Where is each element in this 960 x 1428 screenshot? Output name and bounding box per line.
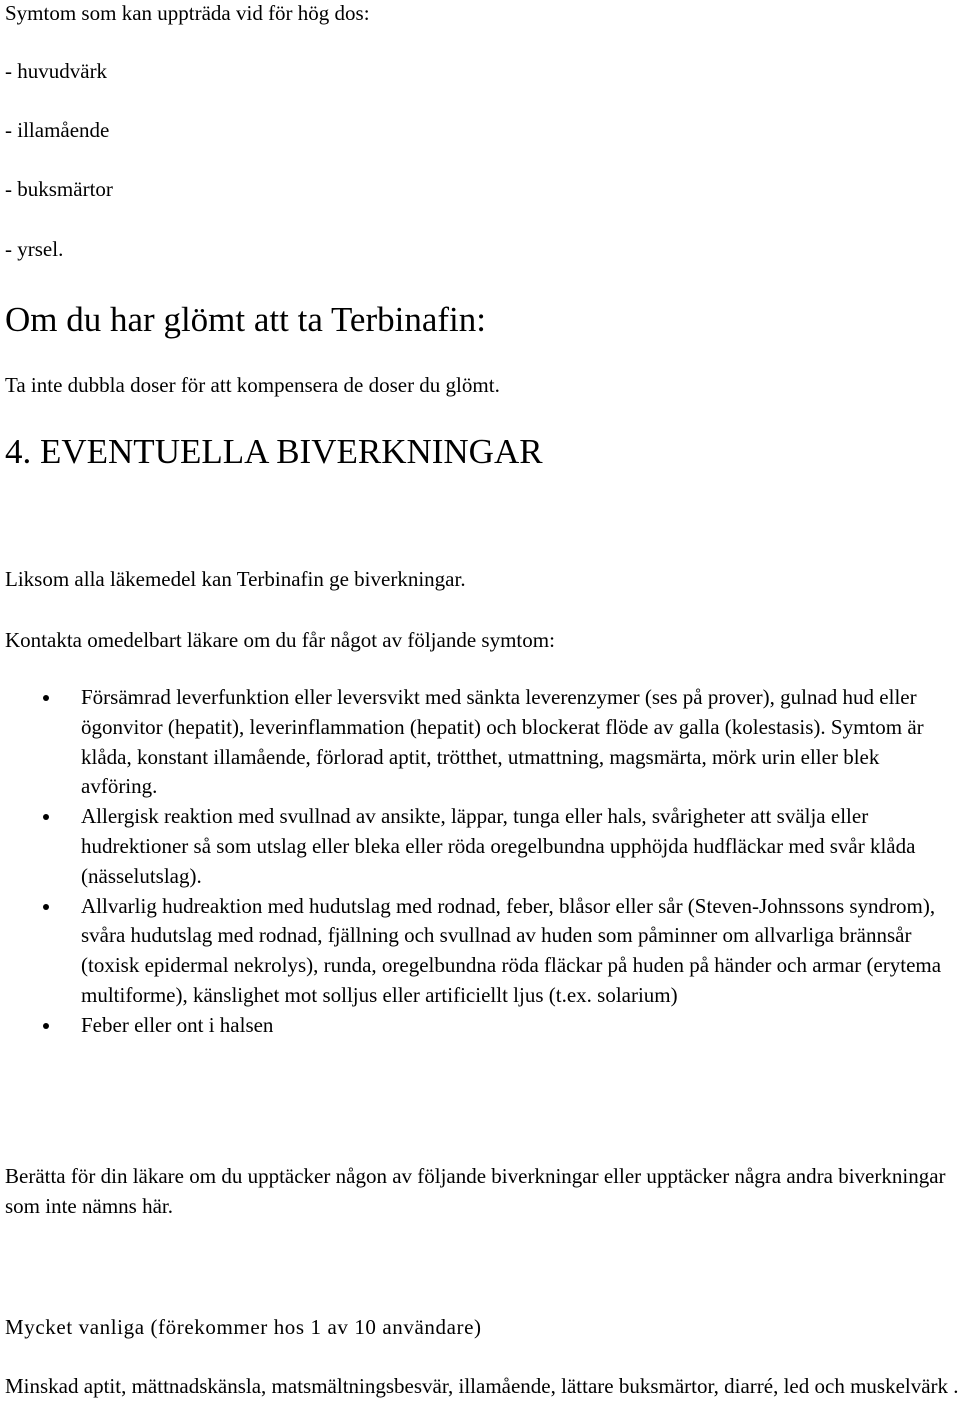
very-common-heading: Mycket vanliga (förekommer hos 1 av 10 användare) [5,1315,482,1339]
list-item [0,892,960,1011]
forgot-dose-text: Ta inte dubbla doser för att kompensera de doser du glömt. [5,373,500,397]
symptoms-intro: Symtom som kan uppträda vid för hög dos: [5,1,370,25]
side-effects-intro: Liksom alla läkemedel kan Terbinafin ge biverkningar. [5,567,466,591]
contact-doctor-text: Kontakta omedelbart läkare om du får något av följande symtom: [5,628,555,652]
list-item-text: Allergisk reaktion med svullnad av ansikte, läppar, tunga eller hals, svårigheter att svälja eller hudrektioner så som utslag eller bleka eller röda oregelbundna upphöjda hudfläckar med svår klåda (nässelutslag). [81,804,916,888]
list-item [0,802,960,891]
list-item [0,1011,960,1041]
symptom-item-dizziness: - yrsel. [5,237,64,261]
list-item [0,683,960,802]
side-effects-section-heading: 4. EVENTUELLA BIVERKNINGAR [5,432,543,471]
serious-symptoms-list [0,683,960,1041]
very-common-text: Minskad aptit, mättnadskänsla, matsmältningsbesvär, illamående, lättare buksmärtor, diarré, led och muskelvärk . [5,1374,959,1398]
bullet-icon [43,814,49,820]
symptom-item-abdominal-pain: - buksmärtor [5,177,113,201]
list-item-text: Försämrad leverfunktion eller leversvikt med sänkta leverenzymer (ses på prover), gulnad hud eller ögonvitor (hepatit), leverinflammation (hepatit) och blockerat flöde av galla (kolestasis). Symtom är klåda, konstant illamående, förlorad aptit, trötthet, utmattning, magsmärta, mörk urin eller blek avföring. [81,685,924,799]
tell-doctor-text: Berätta för din läkare om du upptäcker någon av följande biverkningar eller upptäcker några andra biverkningar som inte nämns här. [5,1164,946,1218]
forgot-dose-heading: Om du har glömt att ta Terbinafin: [5,300,486,339]
symptom-item-nausea: - illamående [5,118,110,142]
list-item-text: Feber eller ont i halsen [81,1012,274,1037]
bullet-icon [43,1023,49,1029]
bullet-icon [43,904,49,910]
symptom-item-headache: - huvudvärk [5,59,108,83]
bullet-icon [43,695,49,701]
list-item-text: Allvarlig hudreaktion med hudutslag med rodnad, feber, blåsor eller sår (Steven-Johnssons syndrom), svåra hudutslag med rodnad, fjällning och svullnad av huden som påminner om allvarliga brännsår (toxisk epidermal nekrolys), runda, oregelbundna röda fläckar på huden på händer och armar (erytema multiforme), känslighet mot solljus eller artificiellt ljus (t.ex. solarium) [81,893,942,1007]
